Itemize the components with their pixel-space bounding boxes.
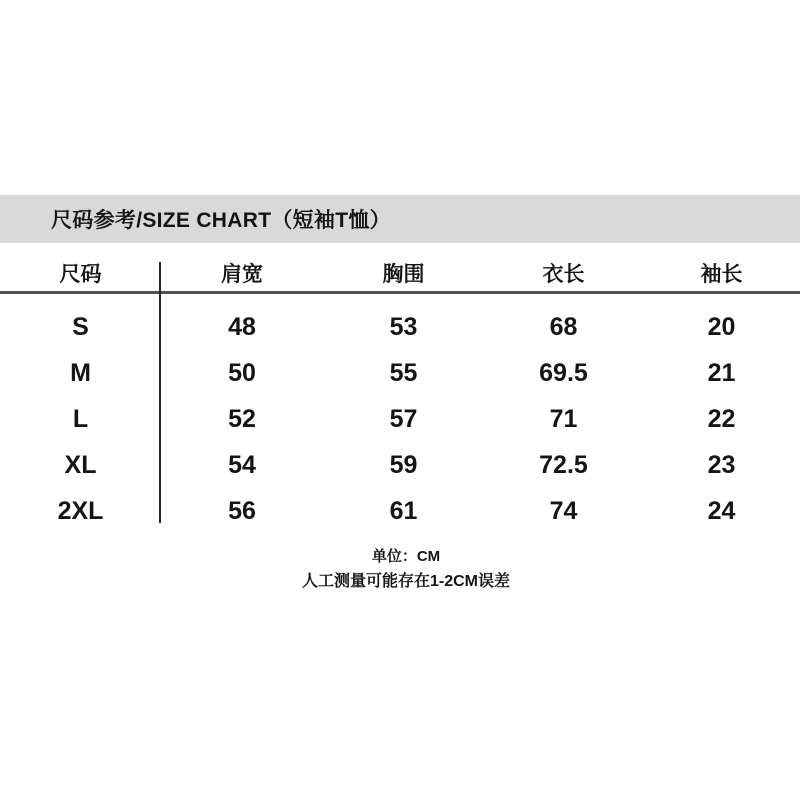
value-cell: 74 <box>549 496 578 525</box>
column-header-sleeve: 袖长 <box>700 263 743 286</box>
table-row <box>0 350 800 396</box>
value-cell: 71 <box>549 404 578 433</box>
value-cell: 55 <box>389 358 418 387</box>
table-header-row <box>0 258 800 294</box>
value-cell: 22 <box>707 404 736 433</box>
table-row <box>0 488 800 534</box>
value-cell: 68 <box>549 312 578 341</box>
value-cell: 23 <box>707 450 736 479</box>
title-banner <box>0 195 800 243</box>
column-divider-line <box>159 262 161 523</box>
column-header-chest: 胸围 <box>382 263 425 286</box>
column-header-shoulder: 肩宽 <box>221 263 263 286</box>
value-cell: 57 <box>389 404 418 433</box>
value-cell: 59 <box>389 450 418 479</box>
value-cell: 50 <box>228 358 256 387</box>
value-cell: 20 <box>707 312 736 341</box>
value-cell: 61 <box>389 496 418 525</box>
size-table <box>0 258 800 534</box>
value-cell: 69.5 <box>539 358 588 387</box>
column-header-size: 尺码 <box>59 263 102 286</box>
column-header-length: 衣长 <box>542 263 585 286</box>
table-row <box>0 442 800 488</box>
size-cell: M <box>70 358 91 387</box>
value-cell: 52 <box>228 404 256 433</box>
value-cell: 56 <box>228 496 256 525</box>
table-row <box>0 304 800 350</box>
size-cell: L <box>72 404 89 433</box>
page-title: 尺码参考/SIZE CHART（短袖T恤） <box>51 209 391 232</box>
value-cell: 53 <box>389 312 418 341</box>
value-cell: 48 <box>228 312 256 341</box>
value-cell: 54 <box>228 450 256 479</box>
size-cell: S <box>72 312 89 341</box>
value-cell: 21 <box>707 358 736 387</box>
footer-notes <box>0 548 800 591</box>
table-row <box>0 396 800 442</box>
size-cell: XL <box>64 450 97 479</box>
value-cell: 24 <box>707 496 736 525</box>
tolerance-note: 人工测量可能存在1-2CM误差 <box>301 573 510 590</box>
table-body <box>0 294 800 534</box>
size-cell: 2XL <box>57 496 104 525</box>
unit-note: 单位：CM <box>371 548 441 565</box>
value-cell: 72.5 <box>539 450 588 479</box>
